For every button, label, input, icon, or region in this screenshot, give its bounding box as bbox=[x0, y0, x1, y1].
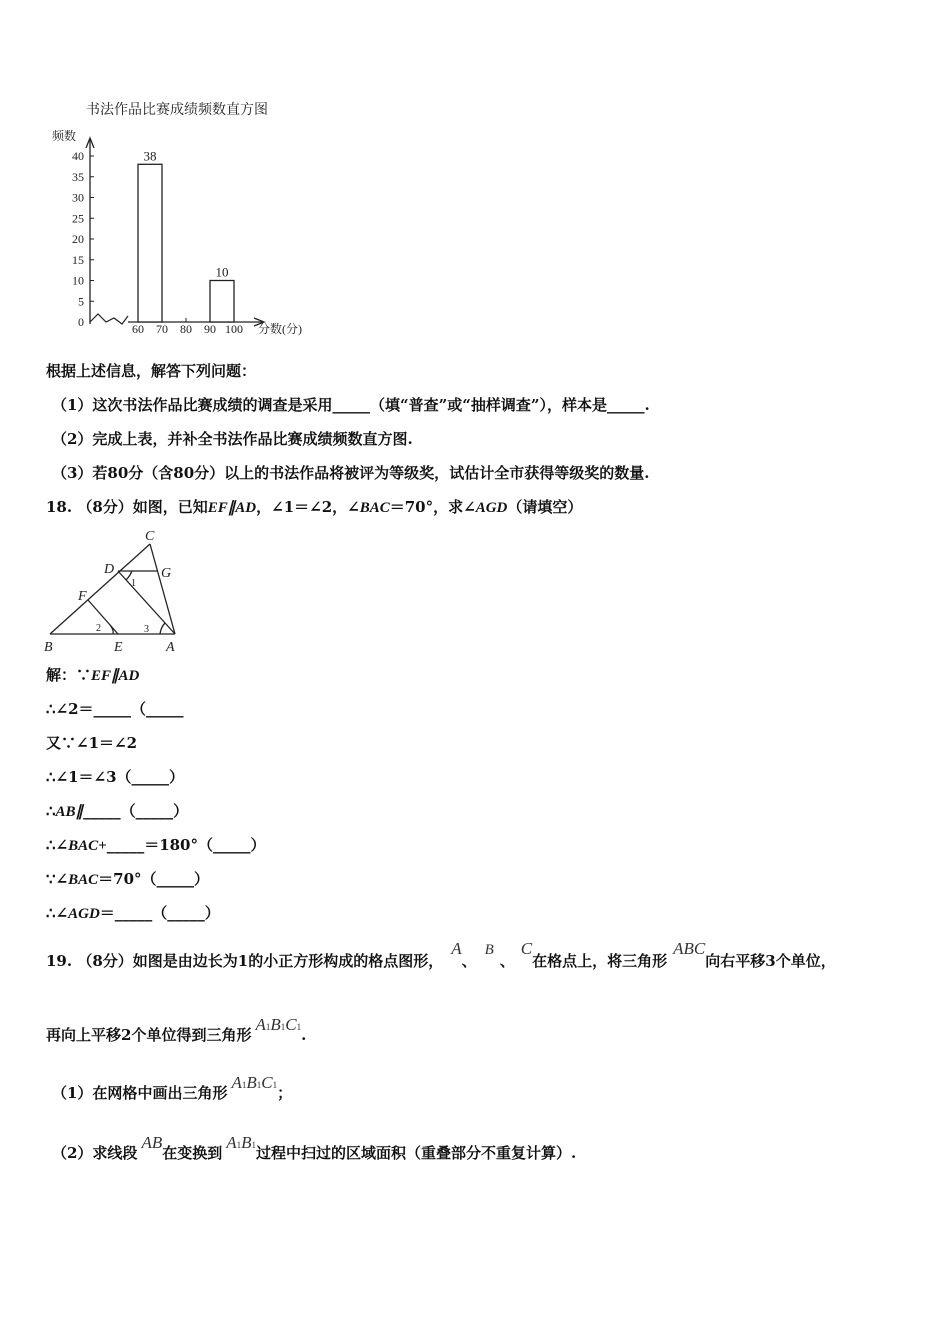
x-tick-label: 70 bbox=[156, 322, 168, 336]
solution-line-6: ∴∠BAC+_____＝180°（_____） bbox=[46, 836, 266, 854]
q19-part1: （1）在网格中画出三角形A1B1C1； bbox=[52, 1073, 293, 1102]
y-tick-label: 20 bbox=[72, 232, 84, 246]
q17-part2: （2）完成上表，并补全书法作品比赛成绩频数直方图. bbox=[52, 430, 413, 448]
label-F: F bbox=[78, 589, 87, 604]
intro-text: 根据上述信息，解答下列问题： bbox=[46, 362, 257, 380]
label-G: G bbox=[161, 566, 172, 581]
q18-statement: 18. （8分）如图，已知EF∥AD，∠1＝∠2，∠BAC＝70°，求∠AGD（请填空） bbox=[46, 498, 583, 516]
q17-part1: （1）这次书法作品比赛成绩的调查是采用_____（填“普查”或“抽样调查”），样本是_____. bbox=[52, 396, 650, 414]
y-tick-label: 15 bbox=[72, 252, 84, 267]
solution-line-8: ∴∠AGD＝_____（_____） bbox=[46, 904, 220, 922]
x-tick-label: 60 bbox=[132, 322, 144, 336]
q19-statement-line1: 19. （8分）如图是由边长为1的小正方形构成的格点图形，A、B、C在格点上，将三角形ABC向右平移3个单位， bbox=[46, 939, 836, 970]
x-tick-label: 100 bbox=[225, 322, 243, 336]
y-tick-label: 5 bbox=[78, 294, 84, 309]
histogram-chart bbox=[40, 92, 340, 342]
solution-line-4: ∴∠1＝∠3（_____） bbox=[46, 768, 185, 786]
x-tick-label: 90 bbox=[204, 322, 216, 336]
y-tick-label: 40 bbox=[72, 149, 84, 163]
geometry-figure-18 bbox=[40, 526, 200, 658]
label-angle-1: 1 bbox=[131, 578, 136, 589]
q19-statement-line2: 再向上平移2个单位得到三角形A1B1C1. bbox=[46, 1015, 307, 1044]
y-tick-label: 35 bbox=[72, 169, 84, 184]
y-tick-label: 0 bbox=[78, 315, 84, 329]
label-angle-2: 2 bbox=[96, 623, 101, 634]
angle-arc-3 bbox=[160, 623, 165, 634]
label-C: C bbox=[145, 529, 155, 544]
x-tick-label: 80 bbox=[180, 322, 192, 336]
label-A: A bbox=[166, 640, 175, 655]
histogram-bar-60-70 bbox=[138, 164, 162, 322]
chart-title: 书法作品比赛成绩频数直方图 bbox=[86, 103, 268, 118]
y-tick-label: 25 bbox=[72, 211, 84, 226]
bar-value-label: 38 bbox=[143, 148, 157, 164]
x-axis-break bbox=[90, 314, 128, 324]
q19-part2: （2）求线段AB在变换到A1B1过程中扫过的区域面积（重叠部分不重复计算）. bbox=[52, 1133, 577, 1162]
q17-part3: （3）若80分（含80分）以上的书法作品将被评为等级奖，试估计全市获得等级奖的数量. bbox=[52, 464, 650, 482]
label-E: E bbox=[114, 640, 123, 655]
y-axis-label: 频数 bbox=[52, 129, 77, 143]
y-tick-label: 30 bbox=[72, 190, 84, 205]
solution-line-2: ∴∠2＝_____（_____ bbox=[46, 700, 184, 718]
solution-line-5: ∴AB∥_____（_____） bbox=[46, 802, 189, 820]
x-axis-label: 分数(分) bbox=[258, 322, 302, 336]
angle-arc-2 bbox=[110, 625, 113, 634]
label-D: D bbox=[104, 562, 115, 577]
segment-FE bbox=[88, 600, 118, 634]
solution-line-1: 解：∵EF∥AD bbox=[46, 666, 140, 684]
solution-line-7: ∵∠BAC＝70°（_____） bbox=[46, 870, 210, 888]
solution-line-3: 又∵∠1＝∠2 bbox=[46, 734, 138, 752]
histogram-bar-90-100 bbox=[210, 281, 234, 323]
label-B: B bbox=[44, 640, 53, 655]
bar-value-label: 10 bbox=[215, 264, 229, 280]
label-angle-3: 3 bbox=[144, 624, 149, 635]
y-tick-label: 10 bbox=[72, 273, 84, 288]
